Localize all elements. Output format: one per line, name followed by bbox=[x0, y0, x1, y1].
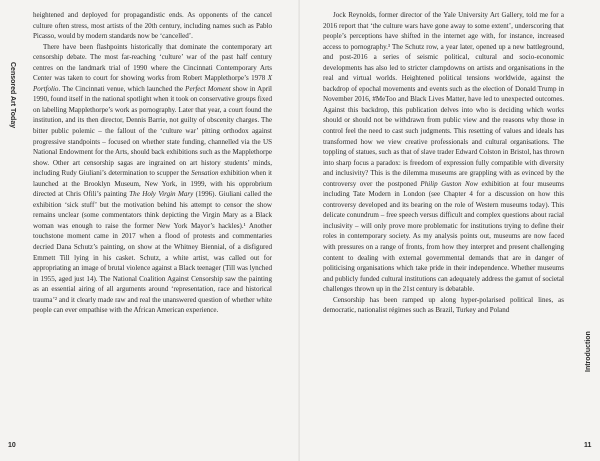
right-page bbox=[300, 0, 600, 461]
left-text-column bbox=[33, 10, 272, 316]
left-p2-text-c: show in April 1990, found itself in the national spotlight when it took on conservative groups fixed on labelling Mapplethorpe’s work as pornography. Later that year, a court found the institution, and its then director, Dennis Barrie, not guilty of obscenity charges. The bitter public polemic – the fallout of the ‘culture war’ pitting orthodox against progressive standpoints – focused on whether state funding, channelled via the US National Endowment for the Arts, should back exhibitions such as the Mapplethorpe show. Other art censorship sagas are ingrained on art history students’ minds, including Rudy Giuliani’s determination to scupper the bbox=[33, 84, 272, 178]
title-sensation: Sensation bbox=[191, 169, 219, 178]
left-p2-text-d: exhibition when it launched at the Brooklyn Museum, New York, in 1999, with his opprobrium directed at Chris Ofili’s painting bbox=[33, 169, 272, 199]
title-x-portfolio: X Portfolio bbox=[33, 74, 272, 93]
title-philip-guston-now: Philip Guston Now bbox=[420, 179, 478, 188]
right-p1-text-a: Jock Reynolds, former director of the Yale University Art Gallery, told me for a 2016 report that ‘the culture wars have gone away to some extent’, underscoring that people’s perceptions have shifted in the internet age with, for instance, increased access to pornography.³ The Schutz row, a year later, opened up a new battleground, and post-2016 a series of seismic political, cultural and socio-economic developments has also led to stricter clampdowns on artists and organisations in the real and virtual worlds. Heightened political tensions worldwide, against the backdrop of epochal movements and events such as the election of Donald Trump in November 2016, #MeToo and Black Lives Matter, have led to unexpected outcomes. Against this backdrop, this publication delves into who is deciding which works should or should not be withdrawn from public view and the reasons why those in control feel the need to cast such judgments. This resetting of values and ideals has transformed how we view creative professionals and cultural organisations. The toppling of statues, such as that of slave trader Edward Colston in Bristol, has thrown into sharp focus a paradox: is freedom of expression fully compatible with diversity and inclusivity? This is the dilemma museums are grappling with as evinced by the controversy over the postponed bbox=[323, 11, 564, 188]
title-holy-virgin-mary: The Holy Virgin Mary bbox=[129, 190, 194, 199]
left-p2-text-e: (1996). Giuliani called the exhibition ‘sick stuff’ but the motivation behind his attempt to censor the show remains unclear (some commentators think depicting the Virgin Mary as a Black woman was enough to raise the former New York Mayor’s hackles).¹ Another touchstone moment came in 2017 when a flood of protests and commentaries decried Dana Schutz’s painting, on show at the Whitney Biennial, of a disfigured Emmett Till lying in his casket. Schutz, a white artist, was called out for appropriating an image of brutal violence against a Black teenager (Till was lynched in 1955, aged just 14). The National Coalition Against Censorship saw the painting as an essential airing of all arguments around ‘representation, race and historical trauma’² and it clearly made raw and real the unanswered question of whether white people can ever empathise with the African American experience. bbox=[33, 190, 273, 315]
left-p2-text-a: There have been flashpoints historically that dominate the contemporary art censorship debate. The most far-reaching ‘culture’ war of the past half century centres on the landmark trial of 1990 where the Cincinnati Contemporary Arts Center was taken to court for showing works from Robert Mapplethorpe’s 1978 bbox=[33, 42, 272, 83]
left-paragraph-1: heightened and deployed for propagandistic ends. As opponents of the cancel culture often stress, most artists of the 20th century, including names such as Pablo Picasso, would by modern standards now be ‘cancelled’. bbox=[33, 11, 272, 41]
running-head-left: Censored Art Today bbox=[9, 62, 16, 129]
title-perfect-moment: Perfect Moment bbox=[185, 84, 231, 93]
right-text-column bbox=[323, 10, 564, 316]
left-p2-text-b: . The Cincinnati venue, which launched the bbox=[58, 84, 186, 93]
page-number-left: 10 bbox=[8, 442, 16, 449]
right-p1-text-b: exhibition at four museums including Tate Modern in London (see Chapter 4 for a discussion on how this controversy developed and its bearing on the role of Western museums today). This delicate conundrum – free speech versus difficult and complex questions about racial inclusivity – will only prove more problematic for institutions trying to define their roles in contemporary society. As my analysis points out, museums are now faced with pressures on a range of fronts, from how they interpret and present challenging content to dealing with external governmental demands that are in danger of politicising organisations which take pride in their independence. Whether museums and publicly funded cultural institutions can adequately address the gamut of societal challenges thrown up in the 21st century is debatable. bbox=[323, 179, 564, 294]
right-paragraph-1 bbox=[323, 10, 564, 295]
page-number-right: 11 bbox=[584, 442, 592, 449]
left-paragraph-2 bbox=[33, 42, 272, 316]
running-head-right: Introduction bbox=[585, 331, 592, 372]
right-paragraph-2: Censorship has been ramped up along hyper-polarised political lines, as democratic, nationalist régimes such as Brazil, Turkey and Poland bbox=[323, 295, 564, 315]
